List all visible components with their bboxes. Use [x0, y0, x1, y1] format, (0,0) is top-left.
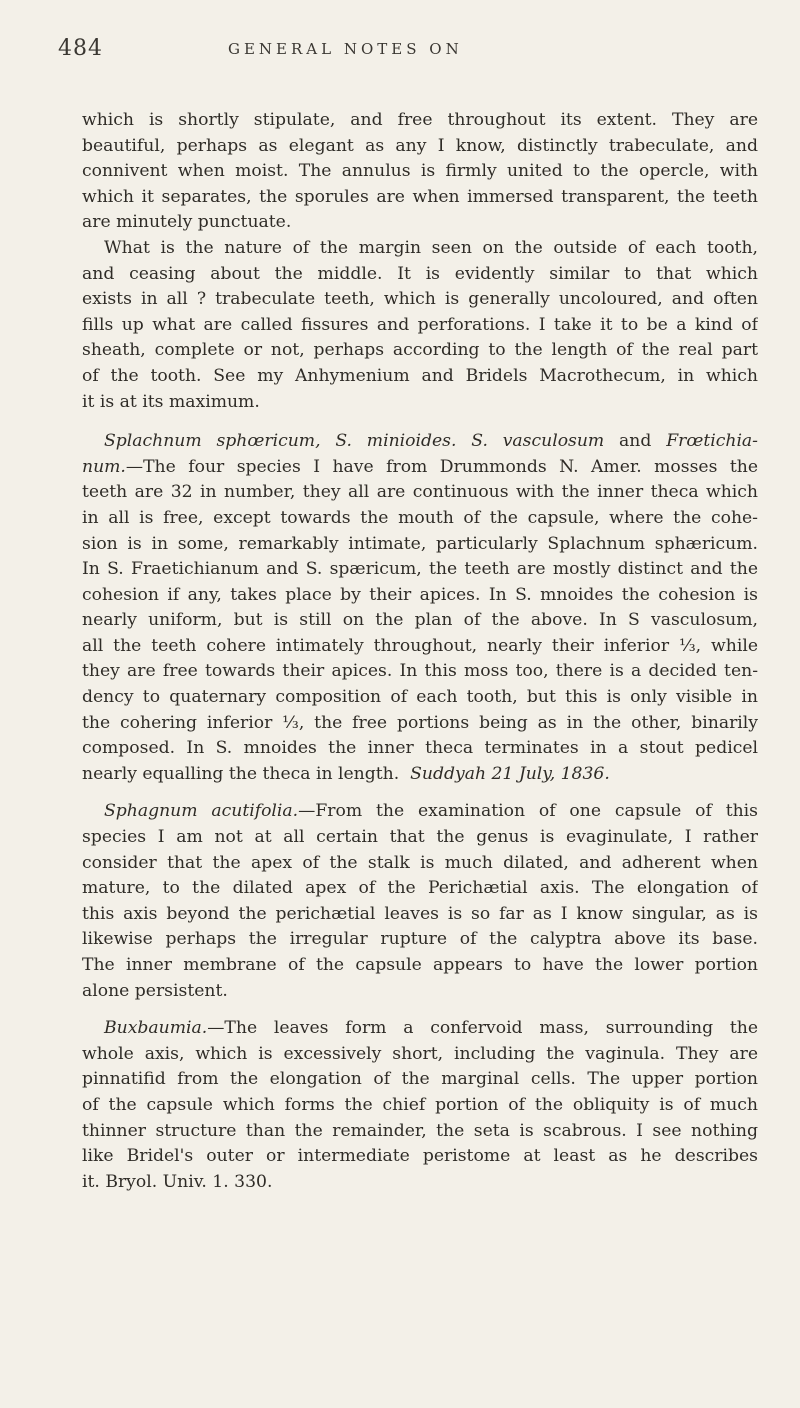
- text-line: [82, 1016, 758, 1042]
- text-line: of the capsule which forms the chief portion of the obliquity is of much: [82, 1094, 758, 1115]
- species-heading-cont: num.: [82, 456, 126, 477]
- running-head: GENERAL NOTES ON: [228, 40, 463, 58]
- paragraph-buxbaumia: [82, 1016, 758, 1195]
- text-span: —The four species I have from Drummonds N. Amer. mosses the: [125, 456, 758, 477]
- text-span: —The leaves form a confervoid mass, surrounding the: [207, 1018, 758, 1039]
- text-line: in all is free, except towards the mouth of the capsule, where the cohe-: [82, 507, 758, 528]
- text-line: mature, to the dilated apex of the Perichætial axis. The elongation of: [82, 878, 758, 899]
- text-line: connivent when moist. The annulus is firmly united to the opercle, with: [82, 161, 758, 182]
- text-line: likewise perhaps the irregular rupture of the calyptra above its base.: [82, 929, 758, 950]
- text-line: alone persistent.: [82, 980, 228, 1001]
- text-line: sheath, complete or not, perhaps according to the length of the real part: [82, 340, 758, 361]
- text-line: it. Bryol. Univ. 1. 330.: [82, 1171, 273, 1192]
- species-heading: Sphagnum acutifolia.: [104, 801, 299, 822]
- text-line: they are free towards their apices. In this moss too, there is a decided ten-: [82, 661, 758, 682]
- text-line: are minutely punctuate.: [82, 212, 292, 233]
- page-header: [58, 36, 748, 66]
- text-line: dency to quaternary composition of each tooth, but this is only visible in: [82, 687, 758, 708]
- body-text: [82, 108, 758, 1195]
- species-heading-tail: Frœtichia-: [666, 431, 758, 452]
- text-span: —From the examination of one capsule of this: [298, 801, 758, 822]
- text-line: [82, 799, 758, 825]
- text-line: this axis beyond the perichætial leaves is so far as I know singular, as is: [82, 903, 758, 924]
- heading-connector: and: [604, 431, 667, 452]
- text-line: The inner membrane of the capsule appears to have the lower portion: [82, 955, 758, 975]
- paragraph-sphagnum: [82, 799, 758, 1004]
- text-line: it is at its maximum.: [82, 391, 260, 412]
- text-line: In S. Fraetichianum and S. spæricum, the teeth are mostly distinct and the: [82, 559, 758, 580]
- text-line: composed. In S. mnoides the inner theca terminates in a stout pedicel: [82, 738, 758, 759]
- text-line: thinner structure than the remainder, the seta is scabrous. I see nothing: [82, 1120, 758, 1141]
- text-line: sion is in some, remarkably intimate, particularly Splachnum sphæricum.: [82, 533, 758, 554]
- text-line: of the tooth. See my Anhymenium and Bridels Macrothecum, in which: [82, 365, 758, 386]
- text-line: What is the nature of the margin seen on the outside of each tooth,: [104, 237, 758, 258]
- text-line: cohesion if any, takes place by their apices. In S. mnoides the cohesion is: [82, 584, 758, 605]
- species-heading: Splachnum sphœricum, S. minioides. S. vasculosum: [104, 431, 605, 452]
- text-line: teeth are 32 in number, they all are continuous with the inner theca which: [82, 482, 758, 503]
- species-heading: Buxbaumia.: [104, 1018, 208, 1039]
- text-line: fills up what are called fissures and perforations. I take it to be a kind of: [82, 314, 758, 335]
- text-line: which it separates, the sporules are when immersed transparent, the teeth: [82, 186, 758, 207]
- text-line: [82, 429, 758, 455]
- text-span: nearly equalling the theca in length.: [82, 763, 400, 784]
- text-line: [82, 762, 758, 788]
- page-number: 484: [58, 36, 103, 61]
- text-line: which is shortly stipulate, and free throughout its extent. They are: [82, 110, 758, 130]
- text-line: [82, 455, 758, 481]
- text-line: species I am not at all certain that the genus is evaginulate, I rather: [82, 827, 758, 848]
- text-line: pinnatifid from the elongation of the marginal cells. The upper portion: [82, 1069, 758, 1090]
- text-line: like Bridel's outer or intermediate peristome at least as he describes: [82, 1146, 758, 1167]
- text-line: nearly uniform, but is still on the plan of the above. In S vasculosum,: [82, 610, 758, 631]
- text-line: consider that the apex of the stalk is much dilated, and adherent when: [82, 852, 758, 873]
- text-line: beautiful, perhaps as elegant as any I know, distinctly trabeculate, and: [82, 135, 758, 156]
- date-signature: Suddyah 21 July, 1836.: [410, 763, 610, 784]
- paragraph: [82, 108, 758, 236]
- text-line: all the teeth cohere intimately throughout, nearly their inferior ⅓, while: [82, 635, 758, 656]
- text-line: the cohering inferior ⅓, the free portions being as in the other, binarily: [82, 712, 758, 733]
- text-line: and ceasing about the middle. It is evidently similar to that which: [82, 263, 758, 284]
- text-line: exists in all ? trabeculate teeth, which is generally uncoloured, and often: [82, 289, 758, 310]
- paragraph: [82, 236, 758, 415]
- text-line: whole axis, which is excessively short, including the vaginula. They are: [82, 1043, 758, 1064]
- paragraph-splachnum: [82, 429, 758, 787]
